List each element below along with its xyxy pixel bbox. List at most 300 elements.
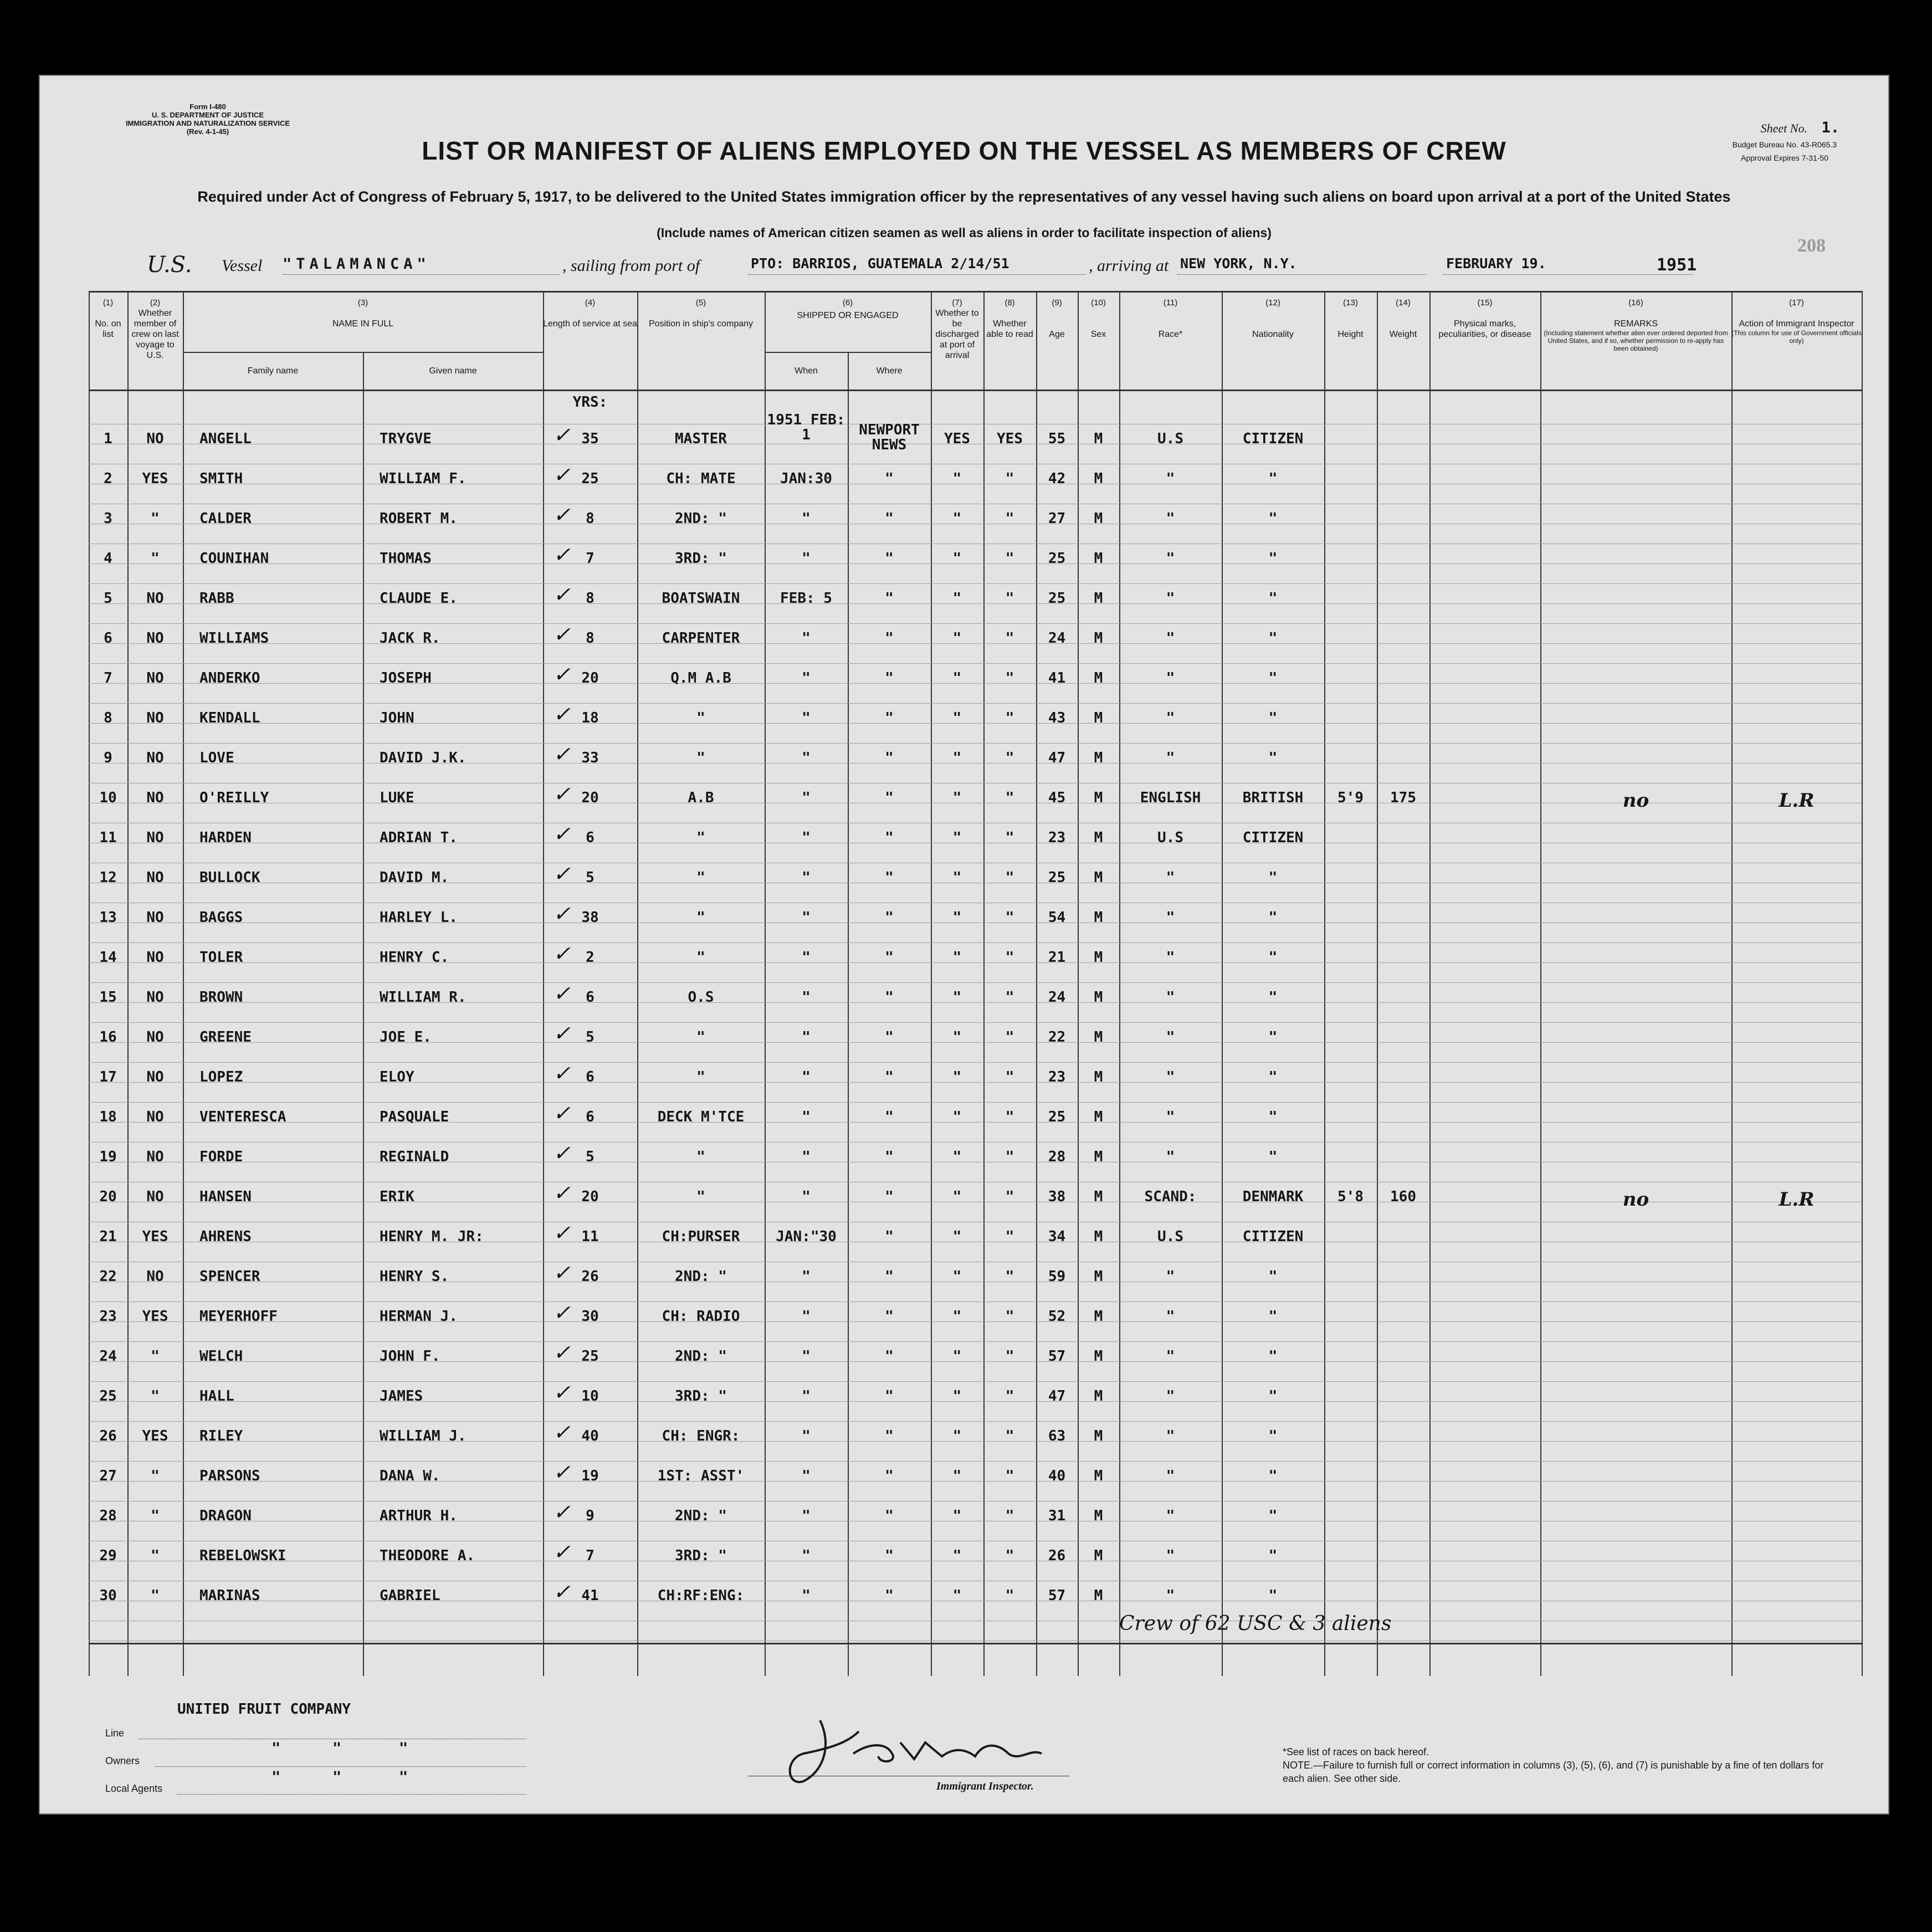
cell-age: 57 — [1048, 1348, 1066, 1365]
cell-given: JOHN — [380, 710, 414, 726]
cell-sex: M — [1094, 1228, 1103, 1245]
cell-given: GABRIEL — [380, 1587, 440, 1604]
cell-no: 25 — [99, 1388, 117, 1405]
cell-given: HERMAN J. — [380, 1308, 458, 1325]
cell-read: " — [1005, 1228, 1014, 1245]
check-mark: ✓ — [553, 822, 571, 846]
check-mark: ✓ — [553, 1061, 571, 1085]
cell-position: " — [696, 1149, 705, 1165]
cell-last: YES — [142, 1228, 168, 1245]
cell-given: ADRIAN T. — [380, 829, 458, 846]
check-mark: ✓ — [553, 1500, 571, 1524]
cell-read: " — [1005, 590, 1014, 607]
cell-age: 59 — [1048, 1268, 1066, 1285]
check-mark: ✓ — [553, 1420, 571, 1444]
cell-position: 2ND: " — [675, 1268, 727, 1285]
cell-discharged: " — [952, 1388, 962, 1405]
cell-years: 35 — [581, 431, 599, 447]
cell-given: ARTHUR H. — [380, 1508, 458, 1524]
cell-where: " — [885, 750, 894, 766]
cell-position: CH: MATE — [666, 470, 736, 487]
ruled-line — [89, 1022, 1862, 1023]
cell-discharged: " — [952, 869, 962, 886]
subtitle: Required under Act of Congress of February 5, 1917, to be delivered to the United States immigration officer by the representatives of any vessel having such aliens on board upon arrival at a port of the United States — [197, 188, 1731, 205]
cell-nationality: " — [1268, 550, 1278, 567]
cell-remarks: no — [1622, 790, 1649, 812]
cell-sex: M — [1094, 431, 1103, 447]
cell-where: " — [885, 630, 894, 647]
cell-no: 27 — [99, 1468, 117, 1484]
cell-when: " — [802, 949, 811, 966]
cell-position: CH:PURSER — [662, 1228, 740, 1245]
cell-position: 2ND: " — [675, 1348, 727, 1365]
header-subrule — [183, 352, 543, 353]
cell-read: " — [1005, 1149, 1014, 1165]
cell-nationality: " — [1268, 1029, 1278, 1046]
cell-when: " — [802, 1587, 811, 1604]
col-when-header: When — [795, 366, 818, 376]
cell-when: " — [802, 510, 811, 527]
cell-where: " — [885, 829, 894, 846]
cell-family: COUNIHAN — [199, 550, 269, 567]
cell-height: 5'9 — [1337, 790, 1364, 806]
cell-discharged: " — [952, 949, 962, 966]
cell-given: JAMES — [380, 1388, 423, 1405]
cell-read: " — [1005, 1029, 1014, 1046]
cell-years: 6 — [586, 1109, 595, 1125]
arriving-label: , arriving at — [1089, 257, 1169, 275]
cell-last: " — [151, 1587, 160, 1604]
check-mark: ✓ — [553, 1221, 571, 1245]
departure-port: PTO: BARRIOS, GUATEMALA 2/14/51 — [751, 255, 1009, 271]
cell-read: " — [1005, 1109, 1014, 1125]
cell-no: 15 — [99, 989, 117, 1006]
cell-family: GREENE — [199, 1029, 252, 1046]
cell-nationality: " — [1268, 1268, 1278, 1285]
cell-nationality: CITIZEN — [1242, 829, 1304, 846]
cell-read: " — [1005, 470, 1014, 487]
cell-when: " — [802, 909, 811, 926]
cell-family: LOVE — [199, 750, 234, 766]
cell-sex: M — [1094, 630, 1103, 647]
check-mark: ✓ — [553, 1580, 571, 1604]
cell-no: 23 — [99, 1308, 117, 1325]
check-mark: ✓ — [553, 1181, 571, 1205]
ditto-mark: " — [399, 1740, 408, 1757]
cell-discharged: " — [952, 470, 962, 487]
cell-when: " — [802, 1508, 811, 1524]
cell-age: 25 — [1048, 550, 1066, 567]
col-action-header: (17) Action of Immigrant Inspector (This column for use of Government officials only) — [1731, 298, 1862, 345]
cell-position: CARPENTER — [662, 630, 740, 647]
cell-nationality: " — [1268, 670, 1278, 686]
col-shipped-header: (6) SHIPPED OR ENGAGED — [797, 298, 899, 320]
cell-years: 11 — [581, 1228, 599, 1245]
cell-family: WILLIAMS — [199, 630, 269, 647]
cell-family: MARINAS — [199, 1587, 260, 1604]
cell-age: 31 — [1048, 1508, 1066, 1524]
cell-when: " — [802, 710, 811, 726]
cell-race: ENGLISH — [1140, 790, 1201, 806]
check-mark: ✓ — [553, 542, 571, 567]
cell-sex: M — [1094, 470, 1103, 487]
check-mark: ✓ — [553, 981, 571, 1006]
cell-race: " — [1166, 1069, 1175, 1085]
header-subrule — [765, 352, 931, 353]
ruled-line — [89, 1062, 1862, 1063]
col-sex-header: (10) Sex — [1090, 298, 1106, 339]
company-name: UNITED FRUIT COMPANY — [177, 1701, 351, 1718]
cell-family: CALDER — [199, 510, 252, 527]
cell-position: " — [696, 829, 705, 846]
cell-discharged: " — [952, 1228, 962, 1245]
cell-race: U.S — [1157, 1228, 1183, 1245]
cell-family: BULLOCK — [199, 869, 260, 886]
cell-age: 28 — [1048, 1149, 1066, 1165]
cell-discharged: " — [952, 750, 962, 766]
col-age-header: (9) Age — [1049, 298, 1065, 339]
ditto-mark: " — [271, 1769, 281, 1786]
cell-years: 20 — [581, 670, 599, 686]
check-mark: ✓ — [553, 503, 571, 527]
col-nationality-header: (12) Nationality — [1252, 298, 1294, 339]
cell-no: 13 — [99, 909, 117, 926]
footer-notes — [1283, 1745, 1837, 1785]
cell-read: " — [1005, 1188, 1014, 1205]
cell-nationality: " — [1268, 869, 1278, 886]
cell-given: WILLIAM J. — [380, 1428, 467, 1444]
cell-no: 18 — [99, 1109, 117, 1125]
arrival-year: 1951 — [1657, 255, 1697, 275]
form-identifier — [108, 103, 308, 136]
cell-nationality: " — [1268, 1348, 1278, 1365]
inspector-signature-block — [748, 1709, 1136, 1803]
col-position-header: (5) Position in ship's company — [648, 298, 754, 329]
cell-age: 27 — [1048, 510, 1066, 527]
cell-years: 2 — [586, 949, 595, 966]
cell-nationality: " — [1268, 750, 1278, 766]
cell-race: " — [1166, 1428, 1175, 1444]
cell-no: 20 — [99, 1188, 117, 1205]
ruled-line — [89, 1341, 1862, 1342]
cell-when: " — [802, 1348, 811, 1365]
column-rule — [1540, 291, 1541, 1676]
ruled-line — [89, 1381, 1862, 1382]
cell-sex: M — [1094, 590, 1103, 607]
ruled-line — [89, 942, 1862, 943]
cell-sex: M — [1094, 1508, 1103, 1524]
cell-age: 21 — [1048, 949, 1066, 966]
sheet-value: 1. — [1821, 119, 1839, 136]
cell-years: 6 — [586, 1069, 595, 1085]
check-mark: ✓ — [553, 1141, 571, 1165]
cell-position: MASTER — [675, 431, 727, 447]
check-mark: ✓ — [553, 582, 571, 607]
cell-when: " — [802, 750, 811, 766]
cell-last: NO — [146, 949, 164, 966]
cell-nationality: " — [1268, 1388, 1278, 1405]
cell-years: 40 — [581, 1428, 599, 1444]
cell-no: 2 — [104, 470, 112, 487]
ruled-line — [89, 982, 1862, 983]
vessel-line — [39, 252, 1889, 285]
cell-read: " — [1005, 670, 1014, 686]
cell-when: " — [802, 989, 811, 1006]
cell-discharged: " — [952, 1587, 962, 1604]
check-mark: ✓ — [553, 1101, 571, 1125]
check-mark: ✓ — [553, 1300, 571, 1325]
cell-race: " — [1166, 909, 1175, 926]
cell-no: 10 — [99, 790, 117, 806]
cell-sex: M — [1094, 550, 1103, 567]
cell-sex: M — [1094, 1029, 1103, 1046]
cell-read: " — [1005, 550, 1014, 567]
cell-discharged: " — [952, 1268, 962, 1285]
cell-last: " — [151, 550, 160, 567]
cell-read: " — [1005, 989, 1014, 1006]
column-rule — [1377, 291, 1378, 1676]
cell-sex: M — [1094, 1268, 1103, 1285]
cell-nationality: " — [1268, 1587, 1278, 1604]
cell-when: " — [802, 790, 811, 806]
cell-race: " — [1166, 1268, 1175, 1285]
cell-family: ANGELL — [199, 431, 252, 447]
cell-action: L.R — [1779, 790, 1815, 812]
cell-race: " — [1166, 1468, 1175, 1484]
cell-where: " — [885, 1029, 894, 1046]
cell-read: " — [1005, 510, 1014, 527]
cell-age: 42 — [1048, 470, 1066, 487]
cell-action: L.R — [1779, 1188, 1815, 1211]
cell-where: " — [885, 670, 894, 686]
cell-no: 28 — [99, 1508, 117, 1524]
cell-last: YES — [142, 470, 168, 487]
cell-race: " — [1166, 1308, 1175, 1325]
cell-where: NEWPORT NEWS — [859, 422, 920, 453]
cell-last: NO — [146, 869, 164, 886]
cell-discharged: " — [952, 1069, 962, 1085]
cell-nationality: " — [1268, 470, 1278, 487]
cell-discharged: " — [952, 829, 962, 846]
cell-discharged: " — [952, 989, 962, 1006]
cell-where: " — [885, 1268, 894, 1285]
cell-when: JAN:30 — [780, 470, 832, 487]
cell-read: " — [1005, 1308, 1014, 1325]
cell-position: " — [696, 1188, 705, 1205]
cell-position: CH:RF:ENG: — [657, 1587, 745, 1604]
cell-position: " — [696, 949, 705, 966]
cell-no: 24 — [99, 1348, 117, 1365]
page-title: LIST OR MANIFEST OF ALIENS EMPLOYED ON THE VESSEL AS MEMBERS OF CREW — [422, 136, 1506, 165]
cell-nationality: " — [1268, 1149, 1278, 1165]
cell-when: " — [802, 630, 811, 647]
check-mark: ✓ — [553, 742, 571, 766]
cell-discharged: " — [952, 1348, 962, 1365]
arrival-date: FEBRUARY 19. — [1446, 255, 1546, 271]
cell-where: " — [885, 869, 894, 886]
cell-position: CH: RADIO — [662, 1308, 740, 1325]
line-label: Line — [105, 1728, 125, 1739]
penalty-note: NOTE.—Failure to furnish full or correct information in columns (3), (5), (6), and (7) is punishable by a fine of ten dollars for each alien. See other side. — [1283, 1760, 1824, 1784]
cell-position: CH: ENGR: — [662, 1428, 740, 1444]
cell-family: O'REILLY — [199, 790, 269, 806]
crew-table — [89, 291, 1862, 1676]
col-no-header: (1) No. on list — [95, 298, 121, 339]
cell-where: " — [885, 1547, 894, 1564]
cell-no: 5 — [104, 590, 112, 607]
footer-agents — [72, 1701, 571, 1806]
ruled-line — [89, 583, 1862, 584]
cell-years: 6 — [586, 989, 595, 1006]
cell-nationality: " — [1268, 1069, 1278, 1085]
cell-where: " — [885, 1149, 894, 1165]
col-discharge-header: (7) Whether to be discharged at port of arrival — [935, 298, 979, 360]
check-mark: ✓ — [553, 941, 571, 966]
owners-label: Owners — [105, 1755, 140, 1766]
cell-discharged: " — [952, 1547, 962, 1564]
ruled-line — [89, 703, 1862, 704]
cell-when: " — [802, 1109, 811, 1125]
cell-last: " — [151, 1388, 160, 1405]
cell-nationality: " — [1268, 1468, 1278, 1484]
check-mark: ✓ — [553, 702, 571, 726]
cell-given: HARLEY L. — [380, 909, 458, 926]
column-rule — [1862, 291, 1863, 1676]
col-family-name-header: Family name — [247, 366, 299, 376]
cell-last: NO — [146, 590, 164, 607]
column-rule — [1731, 291, 1733, 1676]
col-race-header: (11) Race* — [1158, 298, 1183, 339]
cell-years: 7 — [586, 550, 595, 567]
cell-age: 54 — [1048, 909, 1066, 926]
cell-nationality: " — [1268, 590, 1278, 607]
cell-discharged: " — [952, 1308, 962, 1325]
cell-years: 18 — [581, 710, 599, 726]
cell-read: " — [1005, 710, 1014, 726]
cell-age: 34 — [1048, 1228, 1066, 1245]
cell-position: " — [696, 710, 705, 726]
cell-race: " — [1166, 1508, 1175, 1524]
check-mark: ✓ — [553, 782, 571, 806]
cell-years: 20 — [581, 1188, 599, 1205]
cell-where: " — [885, 710, 894, 726]
cell-years: 19 — [581, 1468, 599, 1484]
cell-years: 33 — [581, 750, 599, 766]
cell-family: RILEY — [199, 1428, 243, 1444]
cell-race: " — [1166, 510, 1175, 527]
cell-no: 11 — [99, 829, 117, 846]
cell-years: 8 — [586, 590, 595, 607]
ruled-line — [89, 1461, 1862, 1462]
cell-when: " — [802, 1547, 811, 1564]
cell-race: " — [1166, 1547, 1175, 1564]
cell-age: 41 — [1048, 670, 1066, 686]
cell-years: 5 — [586, 1149, 595, 1165]
cell-when: " — [802, 1308, 811, 1325]
cell-when: " — [802, 1149, 811, 1165]
cell-age: 45 — [1048, 790, 1066, 806]
crew-total-note: Crew of 62 USC & 3 aliens — [1119, 1612, 1392, 1635]
cell-when: " — [802, 869, 811, 886]
cell-where: " — [885, 470, 894, 487]
department: U. S. DEPARTMENT OF JUSTICE — [152, 111, 264, 119]
check-mark: ✓ — [553, 1460, 571, 1484]
check-mark: ✓ — [553, 1380, 571, 1405]
cell-read: " — [1005, 630, 1014, 647]
cell-no: 14 — [99, 949, 117, 966]
cell-position: A.B — [688, 790, 714, 806]
cell-family: BAGGS — [199, 909, 243, 926]
cell-where: " — [885, 909, 894, 926]
cell-last: NO — [146, 1069, 164, 1085]
ruled-line — [89, 743, 1862, 744]
cell-nationality: " — [1268, 1109, 1278, 1125]
cell-race: " — [1166, 1587, 1175, 1604]
cell-where: " — [885, 1587, 894, 1604]
cell-no: 8 — [104, 710, 112, 726]
cell-where: " — [885, 1188, 894, 1205]
cell-sex: M — [1094, 1188, 1103, 1205]
cell-family: HANSEN — [199, 1188, 252, 1205]
cell-when: " — [802, 1188, 811, 1205]
cell-family: PARSONS — [199, 1468, 260, 1484]
cell-sex: M — [1094, 829, 1103, 846]
cell-years: 6 — [586, 829, 595, 846]
cell-where: " — [885, 1388, 894, 1405]
check-mark: ✓ — [553, 662, 571, 686]
cell-sex: M — [1094, 1109, 1103, 1125]
cell-when: " — [802, 1029, 811, 1046]
cell-last: NO — [146, 1188, 164, 1205]
sailing-label: , sailing from port of — [562, 257, 700, 275]
cell-where: " — [885, 949, 894, 966]
cell-given: HENRY C. — [380, 949, 449, 966]
cell-race: " — [1166, 949, 1175, 966]
cell-nationality: " — [1268, 710, 1278, 726]
cell-sex: M — [1094, 790, 1103, 806]
cell-age: 25 — [1048, 869, 1066, 886]
cell-read: " — [1005, 869, 1014, 886]
cell-when: FEB: 5 — [780, 590, 832, 607]
cell-discharged: " — [952, 1428, 962, 1444]
cell-no: 29 — [99, 1547, 117, 1564]
sheet-number — [1761, 119, 1839, 136]
cell-given: DAVID M. — [380, 869, 449, 886]
cell-position: 3RD: " — [675, 1388, 727, 1405]
cell-discharged: " — [952, 550, 962, 567]
cell-where: " — [885, 989, 894, 1006]
cell-race: SCAND: — [1144, 1188, 1197, 1205]
cell-family: KENDALL — [199, 710, 260, 726]
cell-nationality: " — [1268, 630, 1278, 647]
cell-family: MEYERHOFF — [199, 1308, 278, 1325]
cell-no: 22 — [99, 1268, 117, 1285]
cell-read: " — [1005, 1587, 1014, 1604]
cell-race: " — [1166, 670, 1175, 686]
cell-discharged: " — [952, 670, 962, 686]
cell-sex: M — [1094, 869, 1103, 886]
cell-age: 47 — [1048, 1388, 1066, 1405]
cell-when: " — [802, 1268, 811, 1285]
cell-family: FORDE — [199, 1149, 243, 1165]
cell-when: " — [802, 670, 811, 686]
col-height-header: (13) Height — [1337, 298, 1364, 339]
budget-bureau: Budget Bureau No. 43-R065.3 — [1732, 140, 1837, 149]
cell-family: SMITH — [199, 470, 243, 487]
cell-no: 3 — [104, 510, 112, 527]
cell-where: " — [885, 550, 894, 567]
cell-years: 41 — [581, 1587, 599, 1604]
